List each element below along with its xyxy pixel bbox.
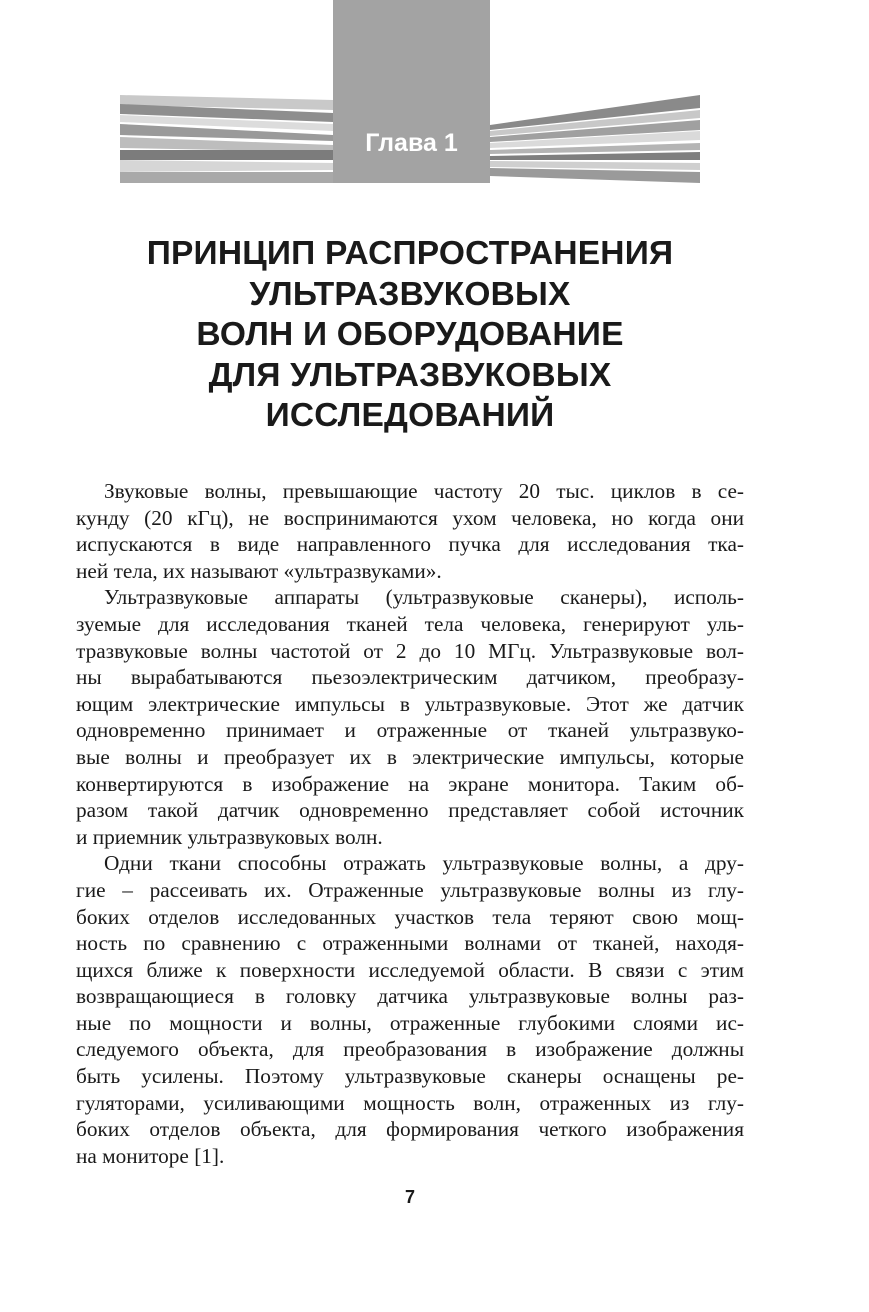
- text-line: на мониторе [1].: [76, 1143, 225, 1168]
- left-stripes: [120, 95, 333, 183]
- text-line: разом такой датчик одновременно представляет собой источник: [76, 798, 744, 823]
- text-line: Звуковые волны, превышающие частоту 20 тыс. циклов в се-: [104, 479, 744, 503]
- text-line: одновременно принимает и отраженные от тканей ультразвуко-: [76, 718, 744, 743]
- text-line: вые волны и преобразует их в электрические импульсы, которые: [76, 744, 744, 769]
- text-line: конвертируются в изображение на экране монитора. Таким об-: [76, 771, 744, 796]
- text-line: и приемник ультразвуковых волн.: [76, 824, 383, 849]
- text-line: следуемого объекта, для преобразования в изображение должны: [76, 1037, 744, 1062]
- text-line: ней тела, их называют «ультразвуками».: [76, 558, 442, 583]
- text-line: ные по мощности и волны, отраженные глубокими слоями ис-: [76, 1010, 744, 1035]
- page-number: 7: [404, 1187, 415, 1207]
- title-line: ИССЛЕДОВАНИЙ: [265, 397, 555, 434]
- text-line: ны вырабатываются пьезоэлектрическим датчиком, преобразу-: [76, 665, 744, 690]
- chapter-banner-decoration: [0, 0, 869, 190]
- chapter-title: [60, 234, 760, 437]
- title-line: УЛЬТРАЗВУКОВЫХ: [249, 275, 571, 313]
- text-line: щихся ближе к поверхности исследуемой области. В связи с этим: [76, 957, 744, 982]
- text-line: боких отделов объекта, для формирования четкого изображения: [76, 1117, 744, 1142]
- text-line: тразвуковые волны частотой от 2 до 10 МГц. Ультразвуковые вол-: [76, 638, 744, 663]
- text-line: гуляторами, усиливающими мощность волн, отраженных из глу-: [76, 1090, 744, 1115]
- chapter-label: Глава 1: [365, 129, 458, 157]
- text-line: ющим электрические импульсы в ультразвуковые. Этот же датчик: [76, 691, 744, 716]
- right-stripes: [490, 95, 700, 183]
- text-line: быть усилены. Поэтому ультразвуковые сканеры оснащены ре-: [76, 1064, 744, 1089]
- paragraph: [76, 478, 744, 584]
- title-line: ПРИНЦИП РАСПРОСТРАНЕНИЯ: [146, 235, 674, 272]
- paragraph: [76, 584, 744, 850]
- text-line: гие – рассеивать их. Отраженные ультразвуковые волны из глу-: [76, 877, 744, 902]
- text-line: ность по сравнению с отраженными волнами от тканей, находя-: [76, 931, 744, 956]
- text-line: испускаются в виде направленного пучка для исследования тка-: [76, 532, 744, 557]
- text-line: Ультразвуковые аппараты (ультразвуковые сканеры), исполь-: [104, 585, 744, 610]
- text-line: боких отделов исследованных участков тела теряют свою мощ-: [76, 904, 744, 929]
- body-text: [76, 478, 744, 1169]
- title-line: ВОЛН И ОБОРУДОВАНИЕ: [196, 316, 624, 353]
- text-line: зуемые для исследования тканей тела человека, генерируют уль-: [76, 611, 744, 636]
- paragraph: [76, 850, 744, 1169]
- title-line: ДЛЯ УЛЬТРАЗВУКОВЫХ: [208, 356, 612, 394]
- text-line: возвращающиеся в головку датчика ультразвуковые волны раз-: [76, 984, 744, 1009]
- text-line: Одни ткани способны отражать ультразвуковые волны, а дру-: [104, 851, 744, 876]
- text-line: кунду (20 кГц), не воспринимаются ухом человека, но когда они: [76, 505, 744, 530]
